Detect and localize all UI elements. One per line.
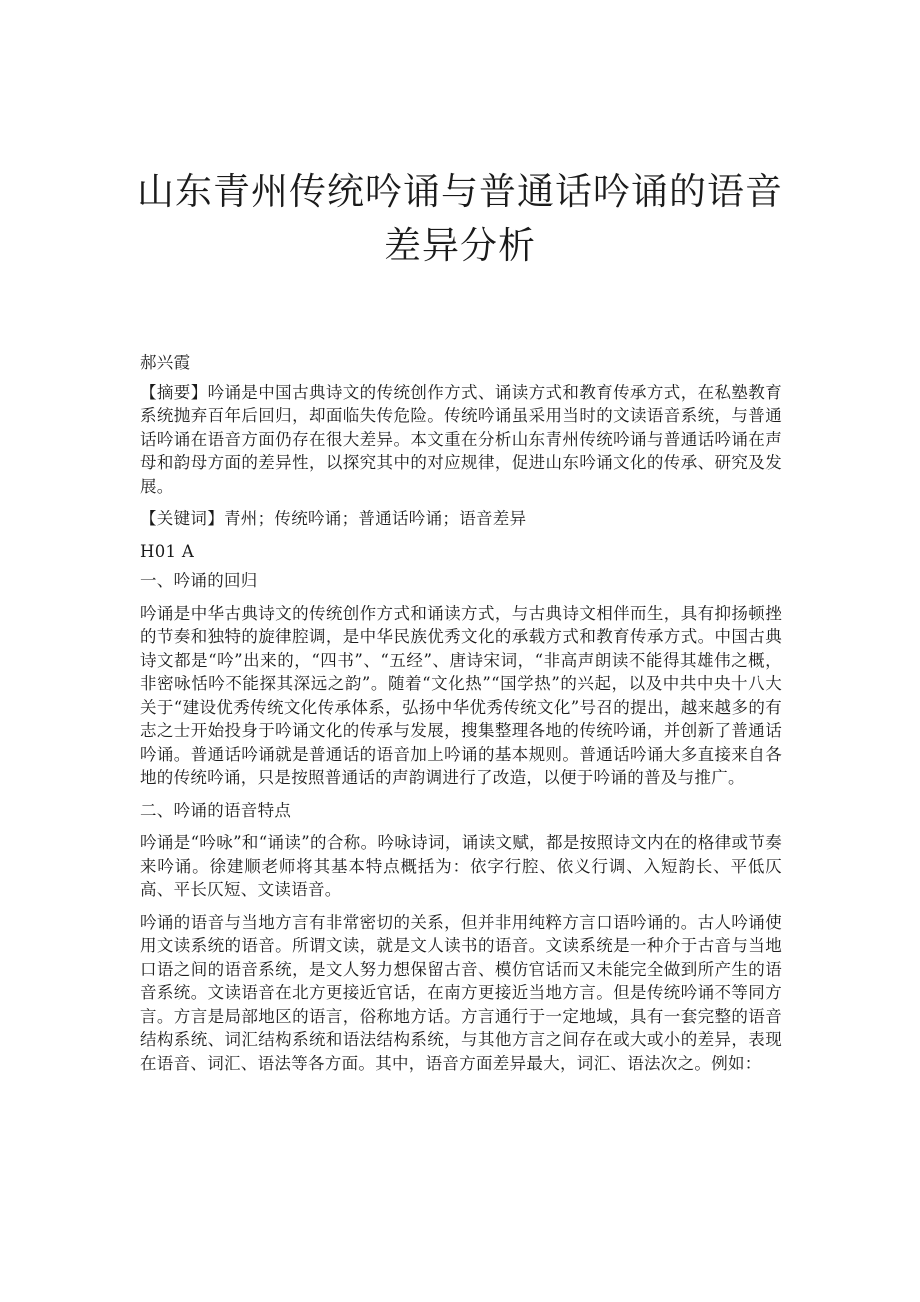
section-1-paragraph-1: 吟诵是中华古典诗文的传统创作方式和诵读方式，与古典诗文相伴而生，具有抑扬顿挫的节奏和独特的旋律腔调，是中华民族优秀文化的承载方式和教育传承方式。中国古典诗文都是“吟”出来的，“四书”、“五经”、唐诗宋词，“非高声朗读不能得其雄伟之概，非密咏恬吟不能探其深远之韵”。随着“文化热”“国学热”的兴起，以及中共中央十八大关于“建设优秀传统文化传承体系，弘扬中华优秀传统文化”号召的提出，越来越多的有志之士开始投身于吟诵文化的传承与发展，搜集整理各地的传统吟诵，并创新了普通话吟诵。普通话吟诵就是普通话的语音加上吟诵的基本规则。普通话吟诵大多直接来自各地的传统吟诵，只是按照普通话的声韵调进行了改造，以便于吟诵的普及与推广。 [140,603,782,787]
classification-code: H01 A [140,541,195,561]
section-2-paragraph-2: 吟诵的语音与当地方言有非常密切的关系，但并非用纯粹方言口语吟诵的。古人吟诵使用文读系统的语音。所谓文读，就是文人读书的语音。文读系统是一种介于古音与当地口语之间的语音系统，是文人努力想保留古音、模仿官话而又未能完全做到所产生的语音系统。文读语音在北方更接近官话，在南方更接近当地方言。但是传统吟诵不等同方言。方言是局部地区的语言，俗称地方话。方言通行于一定地域，具有一套完整的语音结构系统、词汇结构系统和语法结构系统，与其他方言之间存在或大或小的差异，表现在语音、词汇、语法等各方面。其中，语音方面差异最大，词汇、语法次之。例如： [140,912,782,1073]
keywords-paragraph: 【关键词】青州；传统吟诵；普通话吟诵；语音差异 [140,509,527,528]
section-2-heading: 二、吟诵的语音特点 [140,800,292,820]
paper-title [0,165,920,273]
paper-body [140,351,782,1084]
abstract-paragraph: 【摘要】吟诵是中国古典诗文的传统创作方式、诵读方式和教育传承方式，在私塾教育系统抛弃百年后回归，却面临失传危险。传统吟诵虽采用当时的文读语音系统，与普通话吟诵在语音方面仍存在很大差异。本文重在分析山东青州传统吟诵与普通话吟诵在声母和韵母方面的差异性，以探究其中的对应规律，促进山东吟诵文化的传承、研究及发展。 [140,382,782,496]
paper-title-line-1: 山东青州传统吟诵与普通话吟诵的语音 [137,170,783,213]
paper-title-line-2: 差异分析 [384,224,536,267]
section-1-heading: 一、吟诵的回归 [140,571,258,590]
author-name: 郝兴霞 [140,353,191,372]
section-2-paragraph-1: 吟诵是“吟咏”和“诵读”的合称。吟咏诗词，诵读文赋，都是按照诗文内在的格律或节奏来吟诵。徐建顺老师将其基本特点概括为：依字行腔、依义行调、入短韵长、平低仄高、平长仄短、文读语音。 [140,833,782,899]
